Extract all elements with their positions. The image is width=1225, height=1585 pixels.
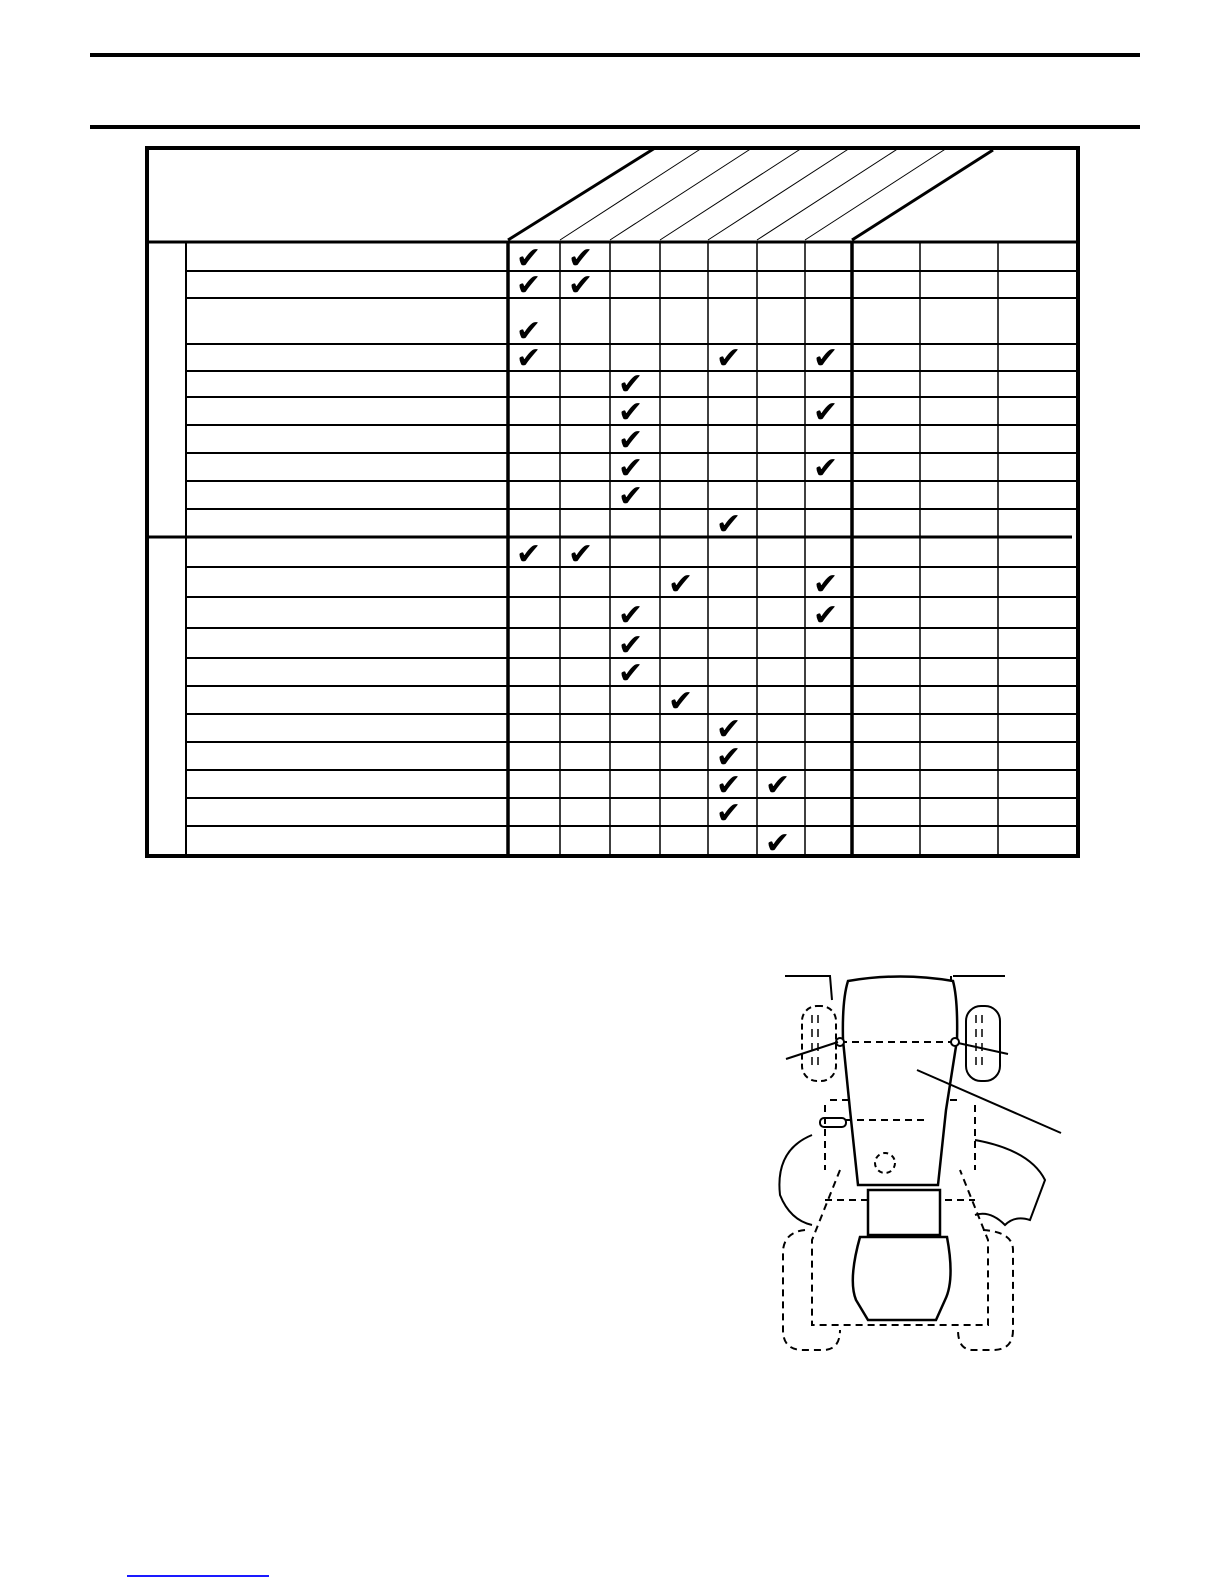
check-mark-icon: ✔ xyxy=(716,507,742,542)
check-mark-icon: ✔ xyxy=(765,768,791,803)
check-mark-icon: ✔ xyxy=(813,567,839,602)
check-mark-icon: ✔ xyxy=(716,740,742,775)
check-mark-icon: ✔ xyxy=(568,268,594,303)
check-mark-icon: ✔ xyxy=(618,423,644,458)
check-mark-icon: ✔ xyxy=(618,367,644,402)
check-mark-icon: ✔ xyxy=(716,712,742,747)
check-mark-icon: ✔ xyxy=(618,451,644,486)
check-mark-icon: ✔ xyxy=(516,241,542,276)
check-mark-icon: ✔ xyxy=(618,395,644,430)
check-mark-icon: ✔ xyxy=(618,598,644,633)
check-mark-icon: ✔ xyxy=(813,598,839,633)
check-mark-icon: ✔ xyxy=(516,341,542,376)
check-mark-icon: ✔ xyxy=(765,826,791,861)
check-mark-icon: ✔ xyxy=(568,241,594,276)
check-mark-icon: ✔ xyxy=(568,537,594,572)
check-mark-icon: ✔ xyxy=(716,341,742,376)
check-mark-icon: ✔ xyxy=(716,796,742,831)
check-mark-icon: ✔ xyxy=(618,656,644,691)
check-mark-icon: ✔ xyxy=(813,395,839,430)
check-mark-icon: ✔ xyxy=(668,684,694,719)
check-mark-icon: ✔ xyxy=(716,768,742,803)
check-mark-icon: ✔ xyxy=(516,537,542,572)
footer-link-underline[interactable] xyxy=(127,1575,269,1577)
check-mark-icon: ✔ xyxy=(813,341,839,376)
check-mark-icon: ✔ xyxy=(618,479,644,514)
check-mark-icon: ✔ xyxy=(516,268,542,303)
check-mark-icon: ✔ xyxy=(813,451,839,486)
check-mark-icon: ✔ xyxy=(618,628,644,663)
check-mark-icon: ✔ xyxy=(668,567,694,602)
check-mark-icon: ✔ xyxy=(516,314,542,349)
